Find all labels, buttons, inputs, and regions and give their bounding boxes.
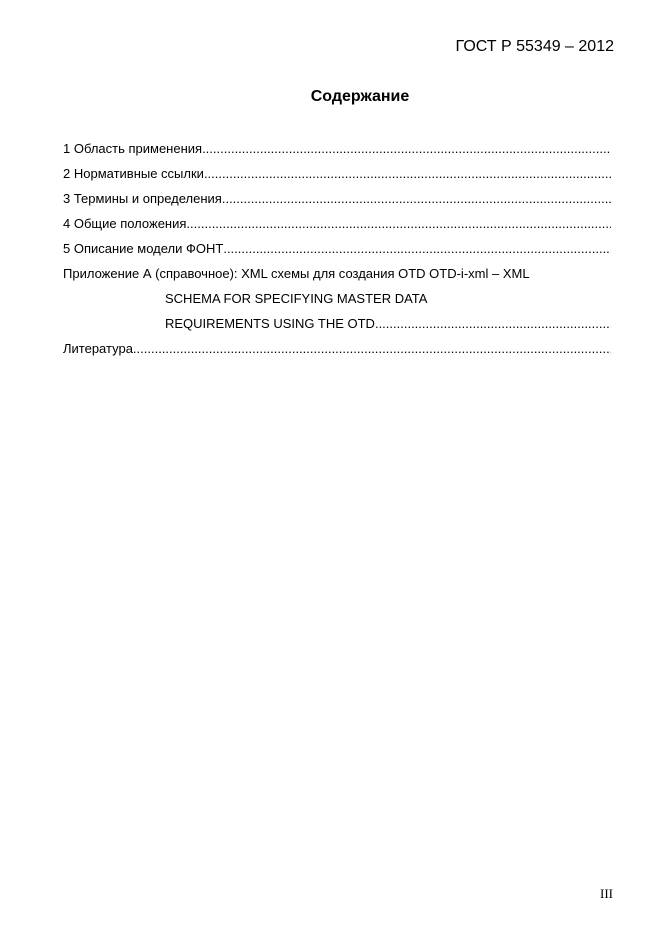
toc-item[interactable] [63, 215, 611, 240]
toc-item-label: 1 Область применения [63, 141, 203, 156]
toc-appendix-label: SCHEMA FOR SPECIFYING MASTER DATA [165, 291, 428, 306]
dot-leader [222, 190, 611, 215]
toc-item[interactable] [63, 190, 611, 215]
dot-leader [202, 140, 611, 165]
toc-item-label: 2 Нормативные ссылки [63, 166, 204, 181]
toc-appendix-label: REQUIREMENTS USING THE OTD [165, 316, 375, 331]
page-title: Содержание [310, 88, 410, 105]
dot-leader [375, 315, 611, 340]
document-header: ГОСТ Р 55349 – 2012 [455, 38, 614, 55]
toc-item-label: 3 Термины и определения [63, 191, 222, 206]
toc-appendix-line3[interactable] [63, 315, 611, 340]
toc-literature[interactable] [63, 340, 611, 365]
dot-leader [133, 340, 611, 365]
toc-appendix-label: Приложение А (справочное): XML схемы для создания OTD OTD-i-xml – XML [63, 266, 530, 281]
table-of-contents [63, 140, 611, 365]
dot-leader [223, 240, 611, 265]
page-number: III [600, 886, 613, 901]
dot-leader [204, 165, 611, 190]
toc-literature-label: Литература [63, 341, 133, 356]
dot-leader [186, 215, 611, 240]
toc-item[interactable] [63, 140, 611, 165]
toc-item-label: 4 Общие положения [63, 216, 187, 231]
toc-item[interactable] [63, 165, 611, 190]
toc-appendix-line1[interactable] [63, 265, 611, 290]
toc-item[interactable] [63, 240, 611, 265]
toc-item-label: 5 Описание модели ФОНТ [63, 241, 224, 256]
toc-appendix-line2[interactable] [63, 290, 611, 315]
